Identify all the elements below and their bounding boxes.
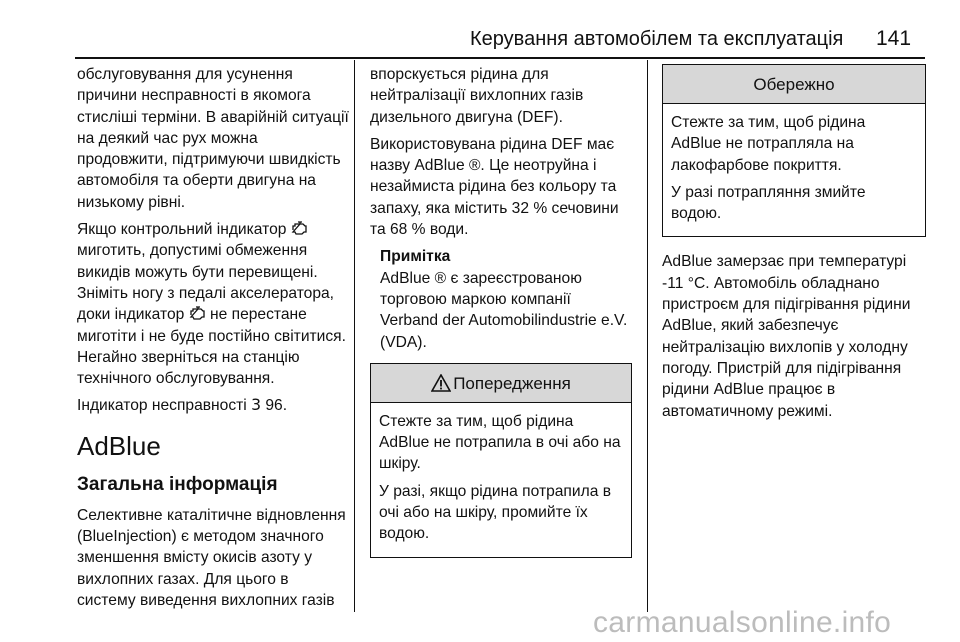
- note-text: AdBlue ® є зареєстрованою торговою маркою компанії Verband der Automobilindustrie e.V. (VDA).: [380, 269, 628, 351]
- column-middle: [370, 64, 632, 558]
- column-left: [77, 64, 349, 617]
- paragraph: Селективне каталітичне відновлення (BlueInjection) є методом значного зменшення вмісту окисів азоту у вихлопних газах. Для цього в систему виведення вихлопних газів: [77, 506, 346, 609]
- caution-body: [663, 104, 925, 236]
- header-divider: [75, 57, 925, 59]
- engine-malfunction-icon: [189, 306, 206, 321]
- warning-box: [370, 363, 632, 558]
- caution-title: Обережно: [753, 75, 835, 94]
- warning-header: [371, 364, 631, 403]
- text: миготить, допустимі обмеження викидів можуть бути перевищені. Зніміть ногу з педалі акселератора, доки індикатор: [77, 242, 335, 324]
- paragraph: обслуговування для усунення причини несправності в якомога стисліші терміни. В аварійній ситуації на деякий час рух можна продовжити, підтримуючи швидкість автомобіля та оберти двигуна на низькому рівні.: [77, 66, 349, 211]
- warning-title: Попередження: [453, 373, 571, 393]
- column-divider-1: [354, 60, 355, 612]
- paragraph-reference: [77, 395, 349, 416]
- text: не перестане миготіти і не буде постійно світитися. Негайно зверніться на станцію технічного обслуговування.: [77, 306, 346, 388]
- warning-text: Стежте за тим, щоб рідина AdBlue не потрапила в очі або на шкіру.: [379, 412, 621, 473]
- subsection-heading: Загальна інформація: [77, 473, 278, 495]
- paragraph-indicator: [77, 219, 349, 389]
- watermark: carmanualsonline.info: [593, 606, 892, 639]
- text: Індикатор несправності: [77, 397, 247, 415]
- caution-box: [662, 64, 926, 237]
- page-number: 141: [876, 27, 912, 50]
- engine-malfunction-icon: [291, 221, 308, 236]
- caution-text: Стежте за тим, щоб рідина AdBlue не потрапляла на лакофарбове покриття.: [671, 114, 866, 174]
- warning-triangle-icon: [431, 374, 451, 392]
- caution-header: [663, 65, 925, 104]
- warning-text: У разі, якщо рідина потрапила в очі або на шкіру, промийте їх водою.: [379, 482, 611, 543]
- column-divider-2: [647, 60, 648, 612]
- paragraph: Використовувана рідина DEF має назву AdBlue ®. Це неотруйна і незаймиста рідина без кольору та запаху, яка містить 32 % сечовини та 68 % води.: [370, 135, 619, 239]
- paragraph: впорскується рідина для нейтралізації вихлопних газів дизельного двигуна (DEF).: [370, 66, 584, 126]
- chapter-title: Керування автомобілем та експлуатація: [470, 28, 844, 50]
- warning-body: [371, 403, 631, 557]
- caution-text: У разі потрапляння змийте водою.: [671, 183, 866, 223]
- note-block: [380, 246, 632, 352]
- text: Якщо контрольний індикатор: [77, 221, 287, 239]
- reference-arrow-icon[interactable]: 3: [251, 396, 261, 415]
- paragraph: AdBlue замерзає при температурі -11 °C. Автомобіль обладнано пристроєм для підігрівання рідини AdBlue, який забезпечує нейтралізацію вихлопів у холодну погоду. Пристрій для підігрівання рідини AdBlue працює в автоматичному режимі.: [662, 253, 911, 420]
- page-header: [0, 0, 960, 58]
- section-heading: AdBlue: [77, 430, 161, 461]
- note-title: Примітка: [380, 248, 451, 266]
- page-reference[interactable]: 96.: [265, 397, 288, 415]
- column-right: [662, 64, 926, 428]
